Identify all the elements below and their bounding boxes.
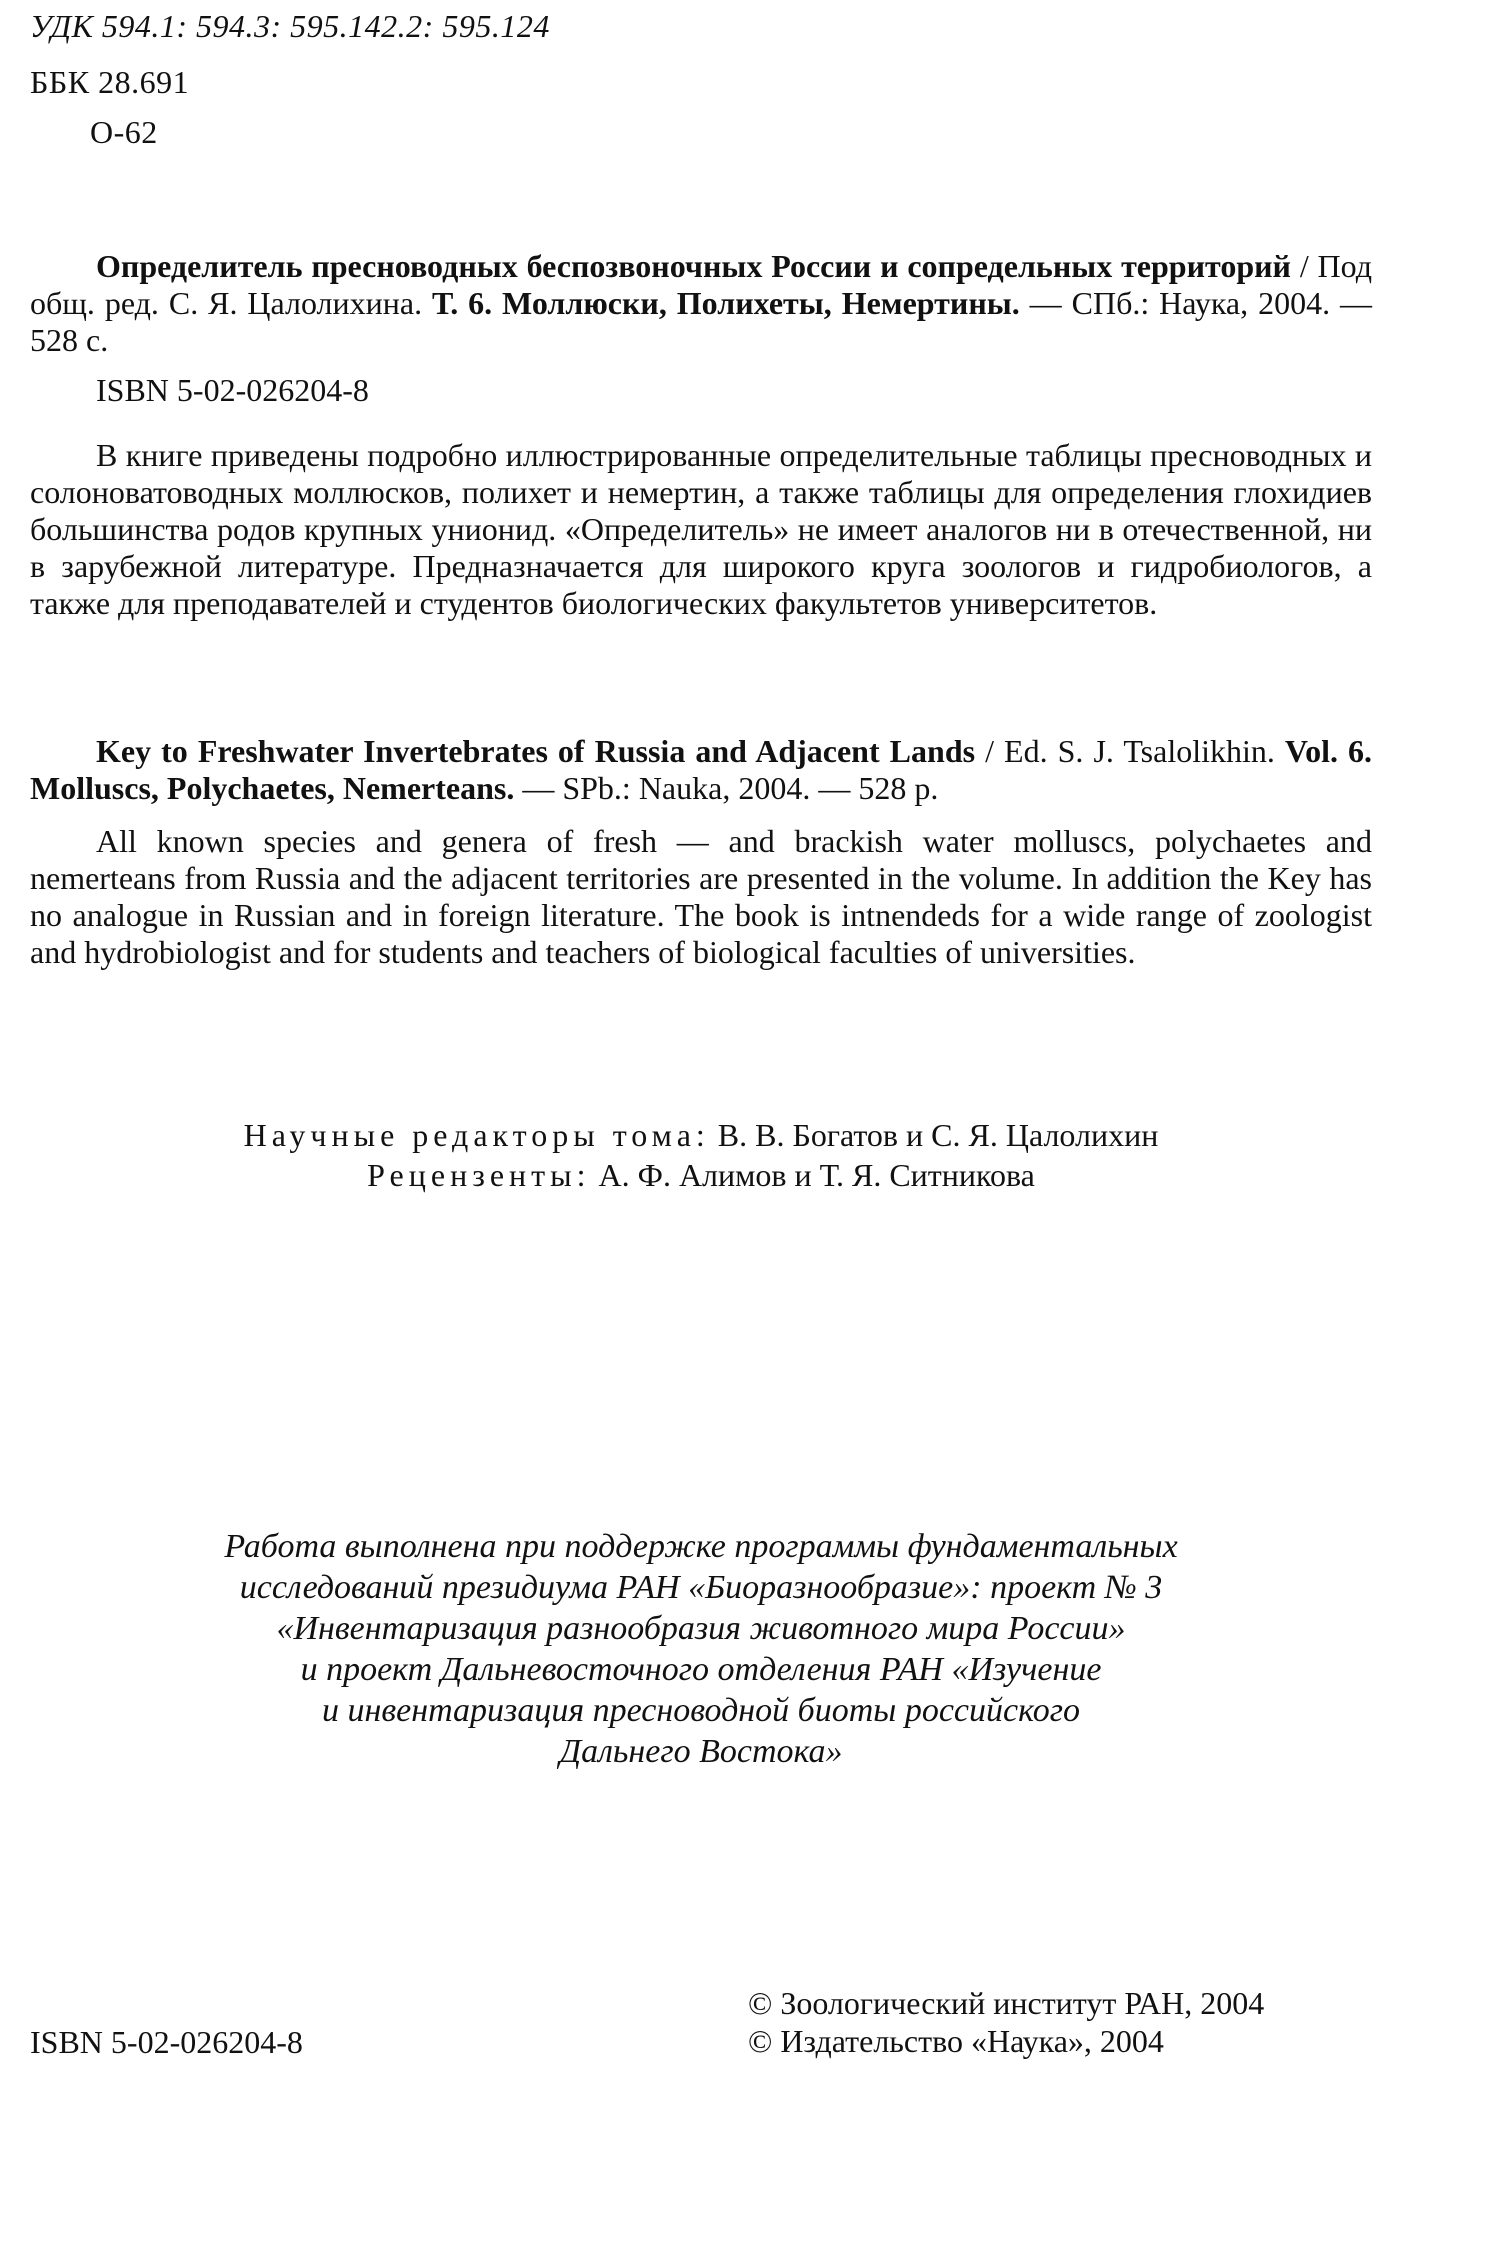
funding-line: исследований президиума РАН «Биоразнообразие»: проект № 3 — [239, 1569, 1163, 1606]
funding-line: Дальнего Востока» — [559, 1733, 843, 1770]
bbk-code: ББК 28.691 — [30, 64, 190, 100]
author-mark: О-62 — [90, 114, 158, 150]
editors-block — [30, 1115, 1372, 1195]
scientific-editors-line — [30, 1115, 1372, 1155]
funding-note — [30, 1526, 1372, 1772]
russian-title: Определитель пресноводных беспозвоночных России и сопредельных территорий — [96, 248, 1291, 284]
russian-volume: Т. 6. Моллюски, Полихеты, Немертины. — [432, 285, 1020, 321]
funding-line: «Инвентаризация разнообразия животного мира России» — [276, 1610, 1126, 1647]
footer-isbn: ISBN 5-02-026204-8 — [30, 2024, 303, 2060]
english-imprint: — SPb.: Nauka, 2004. — 528 p. — [514, 770, 939, 806]
copyright-block — [748, 1984, 1264, 2060]
copyright-institute: © Зоологический институт РАН, 2004 — [748, 1985, 1265, 2021]
russian-editor: / Под общ. ред. С. Я. Цалолихина. — [30, 248, 1372, 321]
funding-line: и проект Дальневосточного отделения РАН «Изучение — [300, 1651, 1102, 1688]
isbn-line: ISBN 5-02-026204-8 — [96, 372, 369, 408]
english-volume: Vol. 6. Molluscs, Polychaetes, Nemerteans. — [30, 733, 1373, 806]
reviewers-label: Рецензенты: — [367, 1157, 591, 1193]
funding-line: и инвентаризация пресноводной биоты российского — [322, 1692, 1080, 1729]
udk-code: УДК 594.1: 594.3: 595.142.2: 595.124 — [30, 8, 550, 44]
scientific-editors-label: Научные редакторы тома: — [243, 1117, 710, 1153]
english-bibliographic-record — [30, 733, 1372, 807]
copyright-publisher: © Издательство «Наука», 2004 — [748, 2023, 1164, 2059]
english-editor: / Ed. S. J. Tsalolikhin. — [975, 733, 1285, 769]
funding-line: Работа выполнена при поддержке программы фундаментальных — [224, 1528, 1178, 1565]
russian-abstract: В книге приведены подробно иллюстрированные определительные таблицы пресноводных и солоноватоводных моллюсков, полихет и немертин, а также таблицы для определения глохидиев большинства родов крупных унионид. «Определитель» не имеет аналогов ни в отечественной, ни в зарубежной литературе. Предназначается для широкого круга зоологов и гидробиологов, а также для преподавателей и студентов биологических факультетов университетов. — [30, 437, 1372, 621]
reviewers-line — [30, 1155, 1372, 1195]
scientific-editors-names: В. В. Богатов и С. Я. Цалолихин — [709, 1117, 1159, 1153]
russian-imprint: — СПб.: Наука, 2004. — 528 с. — [30, 285, 1373, 358]
english-title: Key to Freshwater Invertebrates of Russia and Adjacent Lands — [96, 733, 976, 769]
reviewers-names: А. Ф. Алимов и Т. Я. Ситникова — [590, 1157, 1035, 1193]
english-abstract: All known species and genera of fresh — and brackish water molluscs, polychaetes and nemerteans from Russia and the adjacent territories are presented in the volume. In addition the Key has no analogue in Russian and in foreign literature. The book is intnendeds for a wide range of zoologist and hydrobiologist and for students and teachers of biological faculties of universities. — [30, 823, 1372, 970]
russian-bibliographic-record — [30, 248, 1372, 359]
